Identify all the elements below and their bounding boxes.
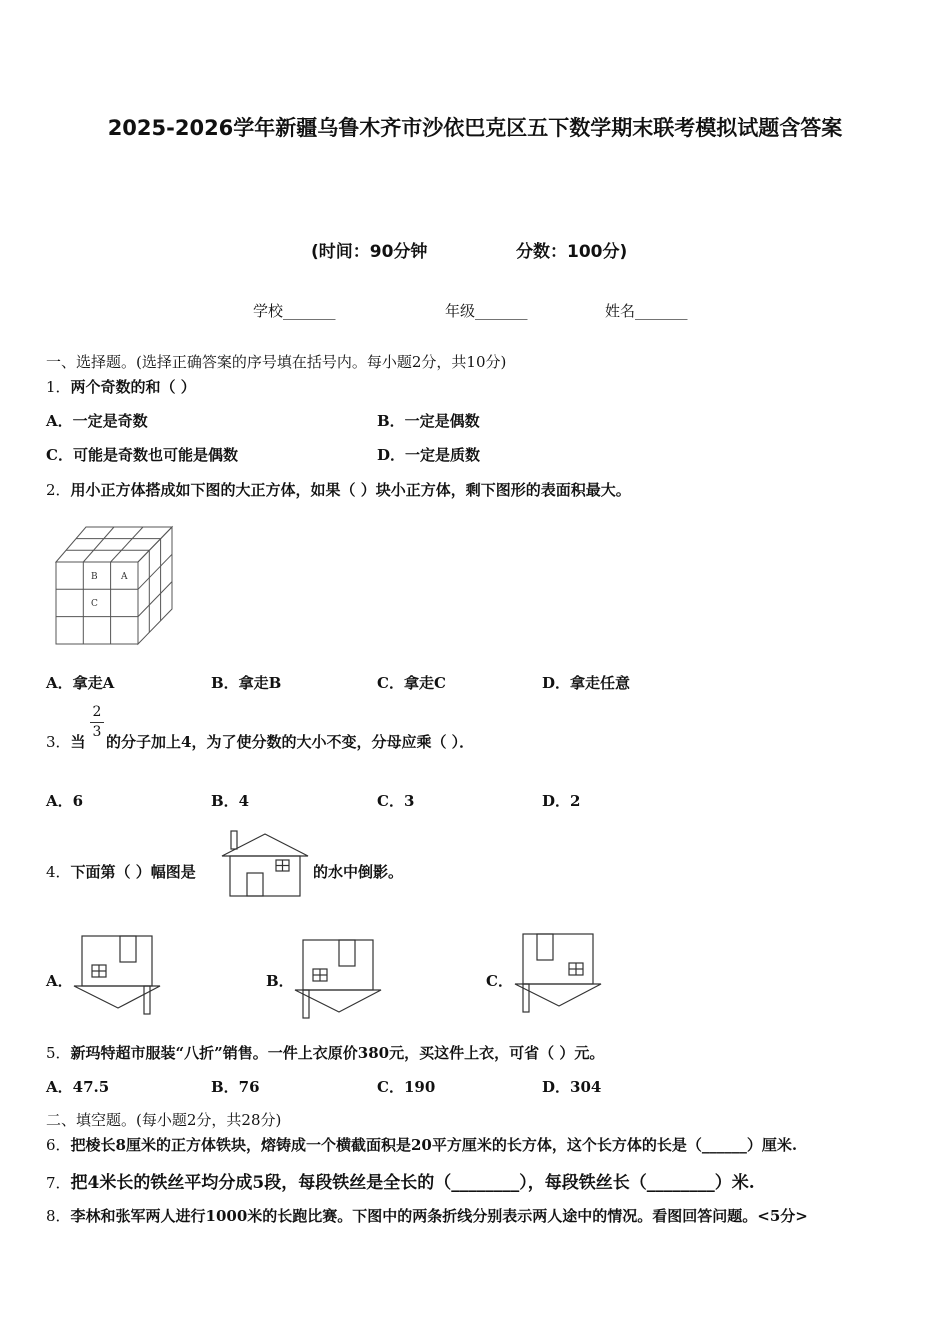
q3-number: 3． <box>46 733 71 751</box>
q2-number: 2． <box>46 481 71 499</box>
q5-option-c: C．190 <box>377 1078 436 1096</box>
q7 <box>46 1168 755 1193</box>
house-icon <box>220 830 310 898</box>
q3-option-b: B．4 <box>211 792 250 810</box>
cube-label-a: A <box>121 572 128 582</box>
q2-option-d: D．拿走任意 <box>542 674 631 692</box>
q1-text: 两个奇数的和（ ） <box>70 378 196 396</box>
q2-option-a: A．拿走A <box>46 674 115 692</box>
reflection-c-figure <box>513 932 605 1016</box>
q3-option-c: C．3 <box>377 792 415 810</box>
fraction-numerator: 2 <box>92 704 102 720</box>
q4-option-a: A． <box>46 972 73 990</box>
q5-number: 5． <box>46 1044 71 1062</box>
q1-option-c: C．可能是奇数也可能是偶数 <box>46 446 238 464</box>
q4-text-a: 下面第（ ）幅图是 <box>70 863 196 881</box>
name-field: 姓名_______ <box>605 302 688 320</box>
exam-score: 分数：100分) <box>516 242 628 262</box>
q3-pre: 当 <box>70 733 86 751</box>
q1-option-b: B．一定是偶数 <box>377 412 480 430</box>
q2-option-b: B．拿走B <box>211 674 282 692</box>
q4-text-b: 的水中倒影。 <box>313 863 404 881</box>
q1-number: 1． <box>46 378 71 396</box>
q2 <box>46 479 631 500</box>
q7-number: 7． <box>46 1174 71 1192</box>
document-title: 2025-2026学年新疆乌鲁木齐市沙依巴克区五下数学期末联考模拟试题含答案 <box>107 116 843 140</box>
school-field: 学校_______ <box>253 302 336 320</box>
q3-lead <box>46 731 86 752</box>
q2-text: 用小正方体搭成如下图的大正方体，如果（ ）块小正方体，剩下图形的表面积最大。 <box>70 481 631 499</box>
section2-heading: 二、填空题。(每小题2分，共28分) <box>46 1111 282 1129</box>
q1 <box>46 376 196 397</box>
q2-option-c: C．拿走C <box>377 674 446 692</box>
grade-field: 年级_______ <box>445 302 528 320</box>
q5-option-d: D．304 <box>542 1078 602 1096</box>
fraction-two-thirds <box>90 704 104 741</box>
q4-option-c: C． <box>486 972 513 990</box>
q3-option-a: A．6 <box>46 792 84 810</box>
exam-time: (时间：90分钟 <box>311 242 428 262</box>
fraction-denominator: 3 <box>92 724 102 740</box>
q6-number: 6． <box>46 1136 71 1154</box>
cube-label-b: B <box>91 572 98 582</box>
q5-option-a: A．47.5 <box>46 1078 110 1096</box>
fraction-bar <box>90 722 104 723</box>
q7-text: 把4米长的铁丝平均分成5段，每段铁丝是全长的（________），每段铁丝长（________）米. <box>70 1173 755 1193</box>
q3-text: 的分子加上4，为了使分数的大小不变，分母应乘（ ）． <box>106 733 475 751</box>
q4-option-b: B． <box>266 972 294 990</box>
q4-number: 4． <box>46 863 71 881</box>
q3-option-d: D．2 <box>542 792 581 810</box>
q8 <box>46 1205 808 1226</box>
cube-figure <box>50 520 180 650</box>
cube-label-c: C <box>91 599 98 609</box>
q6-text: 把棱长8厘米的正方体铁块，熔铸成一个横截面积是20平方厘米的长方体，这个长方体的长是（______）厘米. <box>70 1136 798 1154</box>
q5-option-b: B．76 <box>211 1078 260 1096</box>
q4-lead <box>46 861 196 882</box>
q1-option-d: D．一定是质数 <box>377 446 481 464</box>
reflection-a-figure <box>72 934 164 1018</box>
reflection-b-figure <box>293 938 385 1022</box>
q8-number: 8． <box>46 1207 71 1225</box>
q1-option-a: A．一定是奇数 <box>46 412 148 430</box>
q6 <box>46 1134 797 1155</box>
q8-text: 李林和张军两人进行1000米的长跑比赛。下图中的两条折线分别表示两人途中的情况。看图回答问题。<5分> <box>70 1207 808 1225</box>
q5-text: 新玛特超市服装“八折”销售。一件上衣原价380元，买这件上衣，可省（ ）元。 <box>70 1044 605 1062</box>
section1-heading: 一、选择题。(选择正确答案的序号填在括号内。每小题2分，共10分) <box>46 353 507 371</box>
q5 <box>46 1042 604 1063</box>
